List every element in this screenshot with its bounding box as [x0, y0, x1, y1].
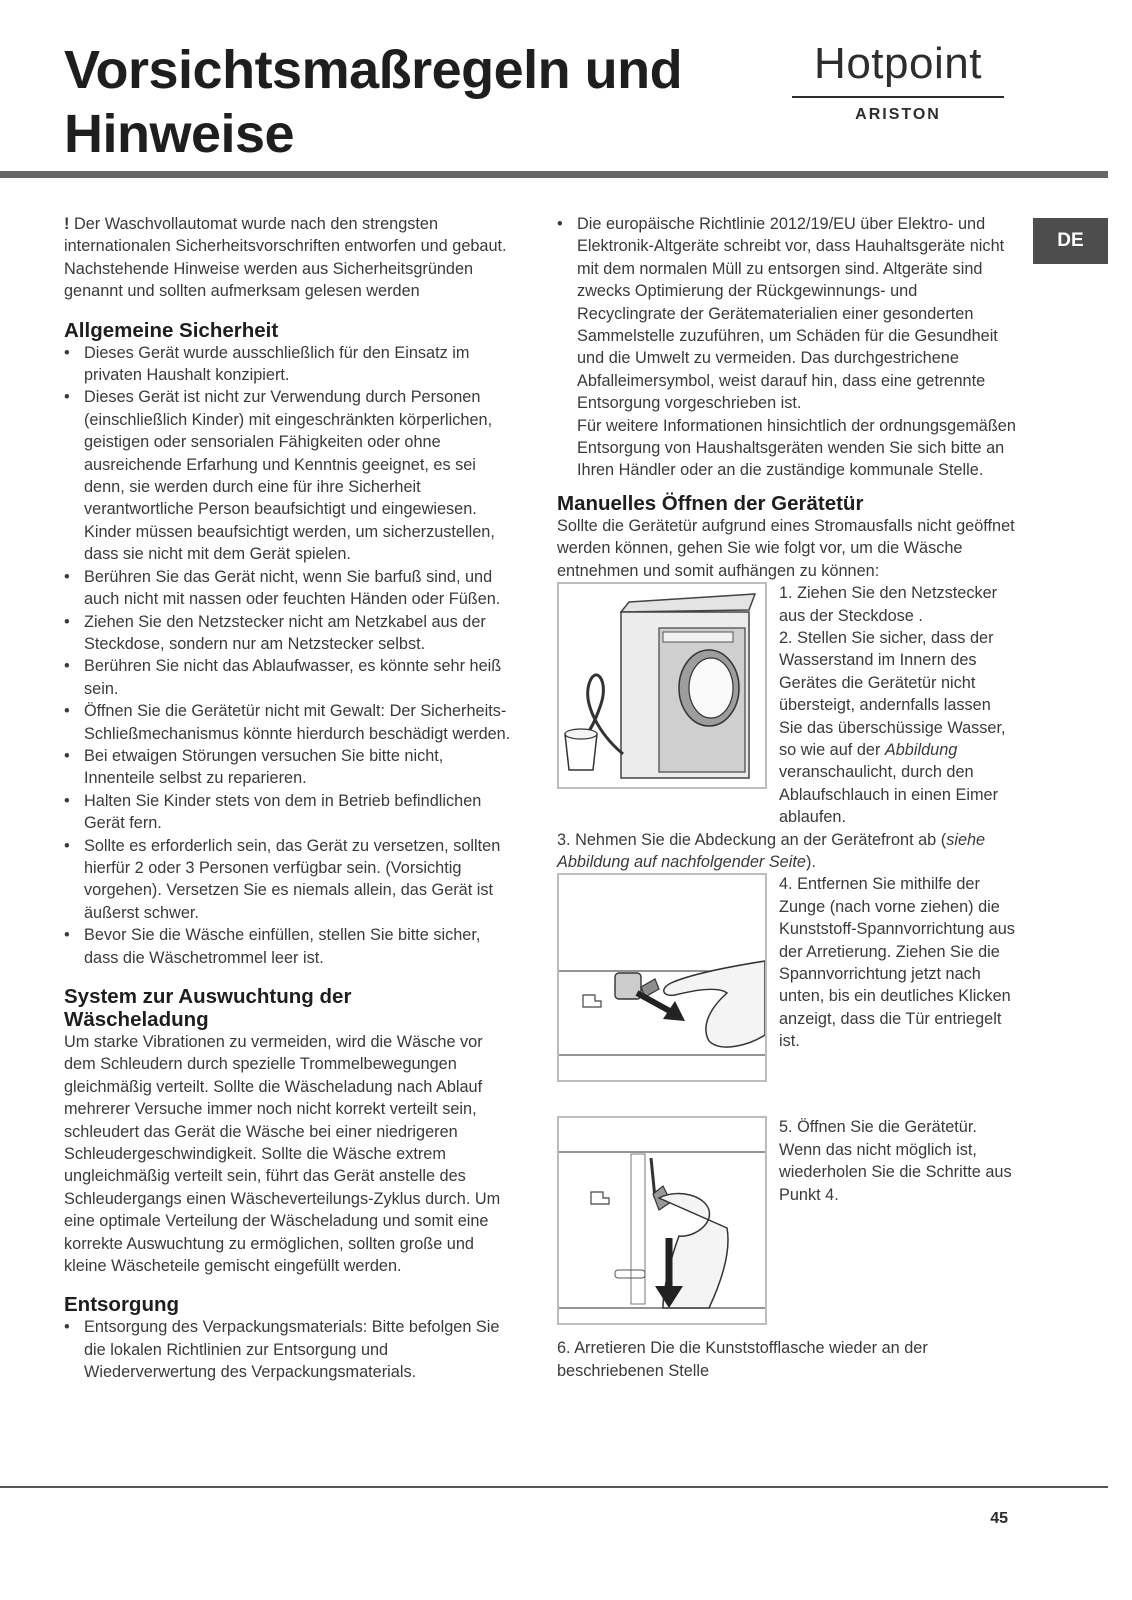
list-item: • Entsorgung des Verpackungsmaterials: Bitte befolgen Sie die lokalen Richtlinien zur Entsorgung und Wiederverwertung des Verpackungsmaterials.: [64, 1316, 514, 1383]
step-2: 2. Stellen Sie sicher, dass der Wasserstand im Innern des Gerätes die Gerätetür nicht übersteigt, andernfalls lassen Sie das überschüssige Wasser, so wie auf der Abbildung veranschaulicht, durch den Ablaufschlauch in einen Eimer ablaufen.: [779, 628, 1006, 827]
washing-machine-drain-illustration: [557, 582, 767, 789]
heading-auswuchtung-line-1: System zur Auswuchtung der: [64, 985, 352, 1008]
list-item: • Bevor Sie die Wäsche einfüllen, stellen Sie bitte sicher, dass die Wäschetrommel leer ist.: [64, 924, 514, 969]
step-6: 6. Arretieren Die die Kunststofflasche wieder an der beschriebenen Stelle: [557, 1339, 928, 1380]
list-item: • Bei etwaigen Störungen versuchen Sie bitte nicht, Innenteile selbst zu reparieren.: [64, 745, 514, 790]
heading-manuelles-oeffnen: Manuelles Öffnen der Gerätetür: [557, 491, 864, 515]
richtlinie-text: Die europäische Richtlinie 2012/19/EU über Elektro- und Elektronik-Altgeräte schreibt vor, dass Hauhaltsgeräte nicht mit dem normalen Müll zu entsorgen sind. Altgeräte sind zwecks Optimierung der Rückgewinnungs- und Recyclingrate der Gerätematerialien einer gesonderten Sammelstelle zuzuführen, um Schäden für die Gesundheit und die Umwelt zu vermeiden. Das durchgestrichene Abfalleimersymbol, weist darauf hin, dass eine getrennte Entsorgung vorgeschrieben ist.: [577, 215, 1005, 413]
brand-subname: ARISTON: [855, 106, 941, 123]
left-column: [64, 213, 514, 1384]
list-item: • Dieses Gerät ist nicht zur Verwendung durch Personen (einschließlich Kinder) mit eingeschränkten körperlichen, geistigen oder sensorialen Fähigkeiten oder ohne ausreichende Erfarhung und Kenntnis geeignet, es sei denn, sie werden durch eine für ihre Sicherheit verantwortliche Person beaufsichtigt und eingewiesen. Kinder müssen beaufsichtigt werden, um sicherzustellen, dass sie nicht mit dem Gerät spielen.: [64, 386, 514, 565]
heading-auswuchtung-line-2: Wäscheladung: [64, 1008, 209, 1031]
page-number: 45: [990, 1510, 1008, 1527]
manuell-intro: Sollte die Gerätetür aufgrund eines Stromausfalls nicht geöffnet werden können, gehen Sie wie folgt vor, um die Wäsche entnehmen und somit aufhängen zu können:: [557, 516, 1015, 580]
step-5: 5. Öffnen Sie die Gerätetür. Wenn das nicht möglich ist, wiederholen Sie die Schritte aus Punkt 4.: [779, 1118, 1012, 1204]
brand-logo: [792, 38, 1004, 124]
heading-auswuchtung: [64, 985, 514, 1031]
step-text-1-2: [779, 582, 1017, 828]
list-item: • Berühren Sie das Gerät nicht, wenn Sie barfuß sind, und auch nicht mit nassen oder feuchten Händen oder Füßen.: [64, 566, 514, 611]
title-line-2: Hinweise: [64, 104, 295, 164]
list-item: • Ziehen Sie den Netzstecker nicht am Netzkabel aus der Steckdose, sondern nur am Netzstecker selbst.: [64, 611, 514, 656]
list-allgemeine-sicherheit: [64, 342, 514, 969]
list-item: • Sollte es erforderlich sein, das Gerät zu versetzen, sollten hierfür 2 oder 3 Personen verfügbar sein. (Vorsichtig vorgehen). Versetzen Sie es niemals allein, das Gerät ist äußerst schwer.: [64, 835, 514, 925]
step-row-5: [557, 1116, 1017, 1325]
richtlinie-continuation: Für weitere Informationen hinsichtlich der ordnungsgemäßen Entsorgung von Haushaltsgeräten wenden Sie sich bitte an Ihren Händler oder an die zuständige kommunale Stelle.: [577, 416, 1016, 480]
step-1: 1. Ziehen Sie den Netzstecker aus der Steckdose .: [779, 584, 998, 625]
list-item: • Halten Sie Kinder stets von dem in Betrieb befindlichen Gerät fern.: [64, 790, 514, 835]
step-4: 4. Entfernen Sie mithilfe der Zunge (nach vorne ziehen) die Kunststoff-Spannvorrichtung aus der Arretierung. Ziehen Sie die Spannvorrichtung jetzt nach unten, bis ein deutliches Klicken anzeigt, dass die Tür entriegelt ist.: [779, 875, 1015, 1051]
heading-entsorgung: Entsorgung: [64, 1293, 180, 1317]
list-item: • Berühren Sie nicht das Ablaufwasser, es könnte sehr heiß sein.: [64, 655, 514, 700]
release-tab-illustration: [557, 873, 767, 1082]
heading-allgemeine-sicherheit: Allgemeine Sicherheit: [64, 318, 279, 342]
language-tab: DE: [1033, 218, 1108, 264]
list-entsorgung: [64, 1316, 514, 1383]
header-divider: [0, 171, 1108, 178]
brand-name: Hotpoint: [814, 39, 982, 88]
list-item: • Dieses Gerät wurde ausschließlich für den Einsatz im privaten Haushalt konzipiert.: [64, 342, 514, 387]
list-item: • Öffnen Sie die Gerätetür nicht mit Gewalt: Der Sicherheits-Schließmechanismus könnte hierdurch beschädigt werden.: [64, 700, 514, 745]
title-line-1: Vorsichtsmaßregeln und: [64, 40, 683, 100]
warning-mark: !: [64, 215, 70, 233]
page-title: [64, 38, 682, 166]
brand-rule: [792, 96, 1004, 98]
step-3: 3. Nehmen Sie die Abdeckung an der Gerätefront ab (siehe Abbildung auf nachfolgender Seite).: [557, 830, 986, 871]
intro-text: Der Waschvollautomat wurde nach den strengsten internationalen Sicherheitsvorschriften entworfen und gebaut. Nachstehende Hinweise werden aus Sicherheitsgründen genannt und sollten aufmerksam gelesen werden: [64, 215, 507, 301]
step-row-1: [557, 582, 1017, 828]
footer-divider: [0, 1486, 1108, 1488]
pull-down-illustration: [557, 1116, 767, 1325]
list-item-richtlinie: [557, 213, 1017, 482]
step-text-5: [779, 1116, 1017, 1325]
intro-paragraph: [64, 213, 514, 303]
list-richtlinie: [557, 213, 1017, 482]
right-column: [557, 213, 1017, 1382]
auswuchtung-paragraph: Um starke Vibrationen zu vermeiden, wird die Wäsche vor dem Schleudern durch spezielle Trommelbewegungen gleichmäßig verteilt. Sollte die Wäscheladung nach Ablauf mehrerer Versuche immer noch nicht korrekt verteilt sein, schleudert das Gerät die Wäsche bei einer niedrigeren Schleudergeschwindigkeit. Sollte die Wäsche extrem ungleichmäßig verteilt sein, führt das Gerät anstelle des Schleudergangs einen Wäscheverteilungs-Zyklus durch. Um eine optimale Verteilung der Wäscheladung und somit eine korrekte Auswuchtung zu ermöglichen, sollten große und kleine Wäscheteile gemischt eingefüllt werden.: [64, 1033, 501, 1276]
step-row-4: [557, 873, 1017, 1082]
step-text-4: [779, 873, 1017, 1082]
